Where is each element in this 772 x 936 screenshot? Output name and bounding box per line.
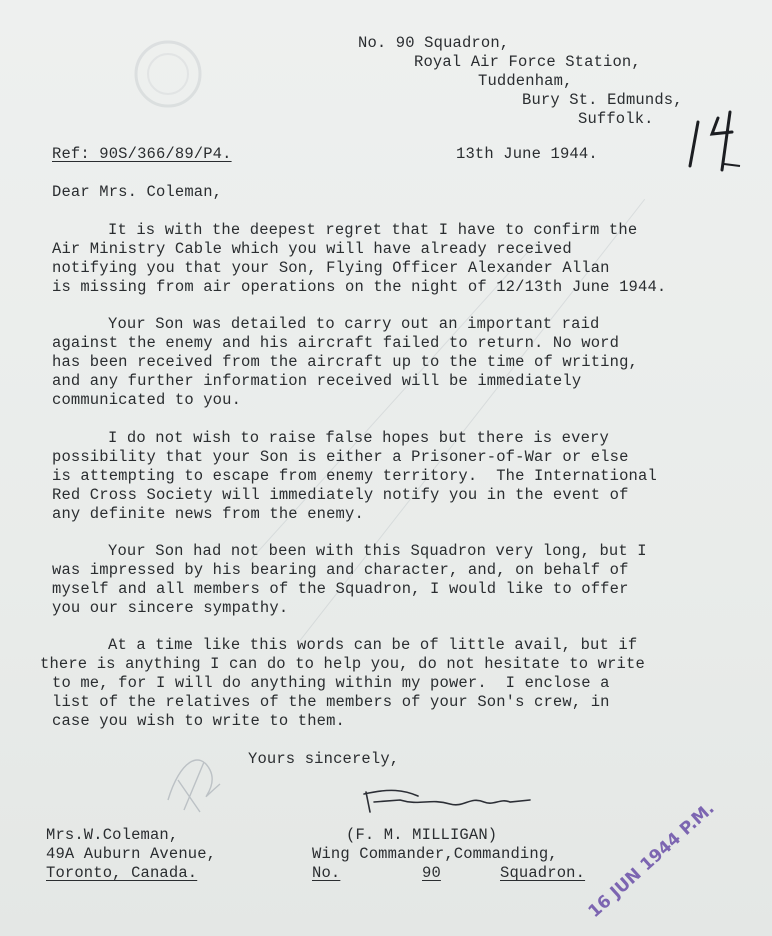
paragraph-4-line-3: myself and all members of the Squadron, I would like to offer (52, 580, 629, 598)
paragraph-2-line-1: Your Son was detailed to carry out an important raid (108, 315, 600, 333)
paragraph-3-line-3: is attempting to escape from enemy territory. The International (52, 467, 657, 485)
paragraph-3-line-4: Red Cross Society will immediately notify you in the event of (52, 486, 629, 504)
paragraph-2-line-4: and any further information received will be immediately (52, 372, 582, 390)
closing: Yours sincerely, (248, 750, 400, 768)
embossed-seal-icon (128, 34, 208, 114)
letterhead-line-4: Bury St. Edmunds, (522, 91, 683, 109)
reference-number: Ref: 90S/366/89/P4. (52, 145, 232, 163)
paragraph-3-line-1: I do not wish to raise false hopes but there is every (108, 429, 609, 447)
letter-date: 13th June 1944. (456, 145, 598, 163)
paragraph-2-line-3: has been received from the aircraft up to the time of writing, (52, 353, 638, 371)
signatory-name: (F. M. MILLIGAN) (346, 826, 498, 844)
paragraph-4-line-2: was impressed by his bearing and character, and, on behalf of (52, 561, 629, 579)
letterhead-line-2: Royal Air Force Station, (414, 53, 641, 71)
signatory-unit-no: No. (312, 864, 341, 882)
paragraph-2-line-2: against the enemy and his aircraft failed to return. No word (52, 334, 620, 352)
paragraph-1-line-1: It is with the deepest regret that I have to confirm the (108, 221, 638, 239)
paragraph-1-line-2: Air Ministry Cable which you will have already received (52, 240, 572, 258)
handwritten-mark-icon (684, 108, 754, 178)
signature (360, 786, 540, 825)
paragraph-4-line-4: you our sincere sympathy. (52, 599, 289, 617)
signatory-unit-num: 90 (422, 864, 441, 882)
paragraph-5-line-2: there is anything I can do to help you, do not hesitate to write (40, 655, 645, 673)
received-date-stamp: 16 JUN 1944 P.M. (584, 798, 719, 922)
paragraph-4-line-1: Your Son had not been with this Squadron very long, but I (108, 542, 647, 560)
signature-icon (360, 786, 540, 820)
pencil-scribble-icon (160, 740, 230, 820)
addressee-line-2: 49A Auburn Avenue, (46, 845, 217, 863)
signatory-unit: Squadron. (500, 864, 586, 882)
paragraph-5-line-1: At a time like this words can be of little avail, but if (108, 636, 638, 654)
paragraph-1-line-4: is missing from air operations on the night of 12/13th June 1944. (52, 278, 667, 296)
paragraph-3-line-2: possibility that your Son is either a Prisoner-of-War or else (52, 448, 629, 466)
paragraph-5-line-5: case you wish to write to them. (52, 712, 345, 730)
paragraph-5-line-3: to me, for I will do anything within my power. I enclose a (52, 674, 610, 692)
paragraph-5-line-4: list of the relatives of the members of your Son's crew, in (52, 693, 610, 711)
addressee-line-1: Mrs.W.Coleman, (46, 826, 179, 844)
letterhead-line-1: No. 90 Squadron, (358, 34, 510, 52)
letterhead-line-5: Suffolk. (578, 110, 654, 128)
handwritten-mark (684, 108, 754, 183)
letterhead-line-3: Tuddenham, (478, 72, 573, 90)
paragraph-3-line-5: any definite news from the enemy. (52, 505, 364, 523)
signatory-title: Wing Commander,Commanding, (312, 845, 558, 863)
paragraph-1-line-3: notifying you that your Son, Flying Officer Alexander Allan (52, 259, 610, 277)
salutation: Dear Mrs. Coleman, (52, 183, 223, 201)
addressee-line-3: Toronto, Canada. (46, 864, 198, 882)
paragraph-2-line-5: communicated to you. (52, 391, 242, 409)
